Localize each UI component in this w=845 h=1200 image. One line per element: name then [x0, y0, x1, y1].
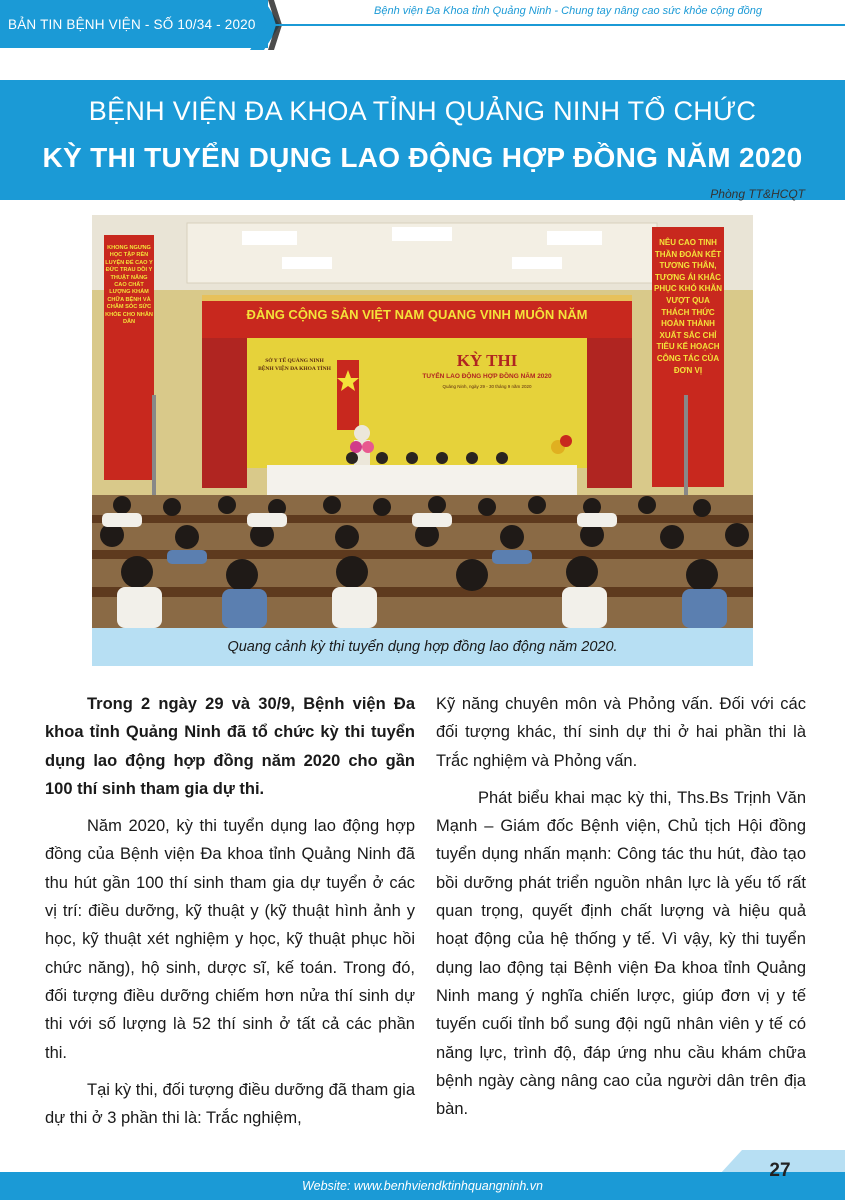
body-paragraph: Năm 2020, kỳ thi tuyển dụng lao động hợp đồng của Bệnh viện Đa khoa tỉnh Quảng Ninh đã thu hút gần 100 thí sinh tham gia dự tuyển ở các vị trí: điều dưỡng, kỹ thuật y (kỹ thuật hình ảnh y học, kỹ thuật xét nghiệm y học, kỹ thuật phục hồi chức năng), hộ sinh, dược sĩ, kế toán. Trong đó, đối tượng điều dưỡng chiếm hơn nửa thí sinh dự thi với số lượng là 52 thí sinh ở tất cả các phần thi.	[45, 817, 415, 1062]
backdrop-org2: BỆNH VIỆN ĐA KHOA TỈNH	[258, 366, 331, 372]
article-right-column	[436, 690, 806, 1132]
article-title-line2: KỲ THI TUYỂN DỤNG LAO ĐỘNG HỢP ĐỒNG NĂM 2020	[42, 142, 803, 173]
issue-label: BẢN TIN BỆNH VIỆN - SỐ 10/34 - 2020	[8, 17, 256, 32]
backdrop-subtitle: TUYỂN LAO ĐỘNG HỢP ĐỒNG NĂM 2020	[422, 373, 552, 380]
photo-caption-bar	[92, 628, 753, 666]
article-byline: Phòng TT&HCQT	[710, 187, 805, 201]
page-header	[0, 0, 845, 52]
article-left-column	[45, 690, 415, 1141]
header-rule	[270, 24, 845, 26]
party-banner-text: ĐẢNG CỘNG SẢN VIỆT NAM QUANG VINH MUÔN NĂM	[246, 307, 588, 322]
right-pillar-text: NÊU CAO TINH THẦN ĐOÀN KẾT TƯƠNG THÂN, TƯƠNG ÁI KHẮC PHỤC KHÓ KHĂN VƯỢT QUA THÁCH THỨC HOÀN THÀNH XUẤT SẮC CHỈ TIÊU KẾ HOẠCH CÔNG TÁC CỦA ĐƠN VỊ	[654, 238, 722, 375]
left-pillar-text: KHÔNG NGỪNG HỌC TẬP RÈN LUYỆN ĐỂ CAO Y ĐỨC TRAU DỒI Y THUẬT NÂNG CAO CHẤT LƯỢNG KHÁM CHỮA BỆNH VÀ CHĂM SÓC SỨC KHỎE CHO NHÂN DÂN	[105, 245, 153, 326]
issue-tab	[0, 0, 268, 48]
body-paragraph: Phát biểu khai mạc kỳ thi, Ths.Bs Trịnh Văn Mạnh – Giám đốc Bệnh viện, Chủ tịch Hội đồng tuyển dụng nhấn mạnh: Công tác thu hút, đào tạo bồi dưỡng phát triển nguồn nhân lực là yếu tố rất quan trọng, quyết định chất lượng và hiệu quả hoạt động của hệ thống y tế. Vì vậy, kỳ thi tuyển dụng lao động tại Bệnh viện Đa khoa tỉnh Quảng Ninh mang ý nghĩa chiến lược, giúp đơn vị y tế tuyến cuối tỉnh bổ sung đội ngũ nhân viên y tế có năng lực, trình độ, đáp ứng nhu cầu khám chữa bệnh ngày càng nâng cao của người dân trên địa bàn.	[436, 788, 806, 1119]
backdrop-date: Quảng Ninh, ngày 29 - 30 tháng 9 năm 2020	[442, 384, 532, 389]
backdrop-org1: SỞ Y TẾ QUẢNG NINH	[265, 358, 324, 364]
lead-paragraph: Trong 2 ngày 29 và 30/9, Bệnh viện Đa khoa tỉnh Quảng Ninh đã tổ chức kỳ thi tuyển dụng lao động hợp đồng năm 2020 cho gần 100 thí sinh tham gia dự thi.	[45, 695, 415, 798]
page-number: 27	[769, 1160, 791, 1181]
article-photo	[92, 215, 753, 628]
photo-caption: Quang cảnh kỳ thi tuyển dụng hợp đồng lao động năm 2020.	[227, 639, 618, 655]
body-paragraph-continued: Kỹ năng chuyên môn và Phỏng vấn. Đối với các đối tượng khác, thí sinh dự thi ở hai phần thi là Trắc nghiệm và Phỏng vấn.	[436, 695, 806, 770]
footer-website[interactable]: Website: www.benhviendktinhquangninh.vn	[302, 1179, 543, 1193]
header-slogan: Bệnh viện Đa Khoa tỉnh Quảng Ninh - Chung tay nâng cao sức khỏe cộng đồng	[374, 5, 762, 17]
body-paragraph: Tại kỳ thi, đối tượng điều dưỡng đã tham gia dự thi ở 3 phần thi là: Trắc nghiệm,	[45, 1080, 415, 1128]
backdrop-title: KỲ THI	[456, 351, 518, 370]
article-title-line1: BỆNH VIỆN ĐA KHOA TỈNH QUẢNG NINH TỔ CHỨC	[88, 96, 757, 126]
